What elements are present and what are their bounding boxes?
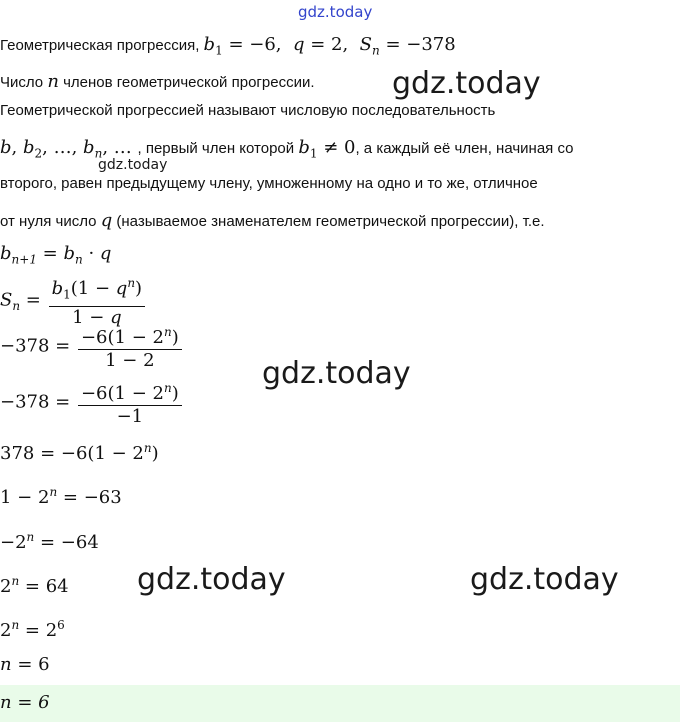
given-math: $b_1 = -6$, q = 2, $S_n = -378$ [203, 34, 456, 58]
def-4-pre: от нуля число [0, 213, 97, 230]
watermark-2: gdz.today [98, 157, 168, 173]
definition-line-2 [0, 137, 573, 161]
recurrence-formula: $b_{n+1} = b_n \cdot q$ [0, 243, 112, 267]
step-2: −378 = $\frac{-6(1 - 2^n)}{-1}$ [0, 377, 184, 428]
find-var: n [47, 71, 59, 92]
given-label: Геометрическая прогрессия, [0, 37, 200, 54]
given-line [0, 34, 456, 58]
def-2-end: , а каждый её член, начиная со [355, 140, 574, 157]
def-2-suffix: , первый член которой [137, 140, 295, 157]
step-8: n = 6 [0, 654, 50, 675]
definition-line-4 [0, 210, 545, 231]
step-1: −378 = $\frac{-6(1 - 2^n)}{1 - 2}$ [0, 321, 184, 372]
find-label: Число [0, 74, 44, 91]
answer-box [0, 685, 680, 722]
watermark-4: gdz.today [137, 562, 286, 597]
watermark-1: gdz.today [392, 66, 541, 101]
step-6: $2^n = 64$ [0, 574, 69, 597]
find-suffix: членов геометрической прогрессии. [63, 74, 315, 91]
definition-line-3: второго, равен предыдущему члену, умноженному на одно и то же, отличное [0, 175, 538, 192]
answer-text [0, 692, 50, 713]
b1-neq-zero: $b_1 \ne 0$ [298, 137, 356, 161]
watermark-5: gdz.today [470, 562, 619, 597]
sum-formula: $S_n$ = $\frac{b_1(1 - q^n)}{1 - q}$ [0, 272, 147, 329]
step-7: $2^n = 2^6$ [0, 618, 65, 641]
answer-value: n = 6 [0, 692, 50, 713]
watermark-3: gdz.today [262, 356, 411, 391]
step-5: $-2^n = -64$ [0, 530, 99, 553]
find-line [0, 71, 315, 92]
step-4: $1 - 2^n = -63$ [0, 485, 122, 508]
def-4-post: (называемое знаменателем геометрической прогрессии), т.е. [116, 213, 545, 230]
sequence-math: b, $b_2$, …, $b_n$, … [0, 137, 138, 161]
q-var: q [100, 210, 113, 231]
watermark-top: gdz.today [298, 3, 373, 21]
step-3: $378 = -6(1 - 2^n)$ [0, 441, 159, 464]
definition-line-1: Геометрической прогрессией называют числовую последовательность [0, 102, 496, 119]
